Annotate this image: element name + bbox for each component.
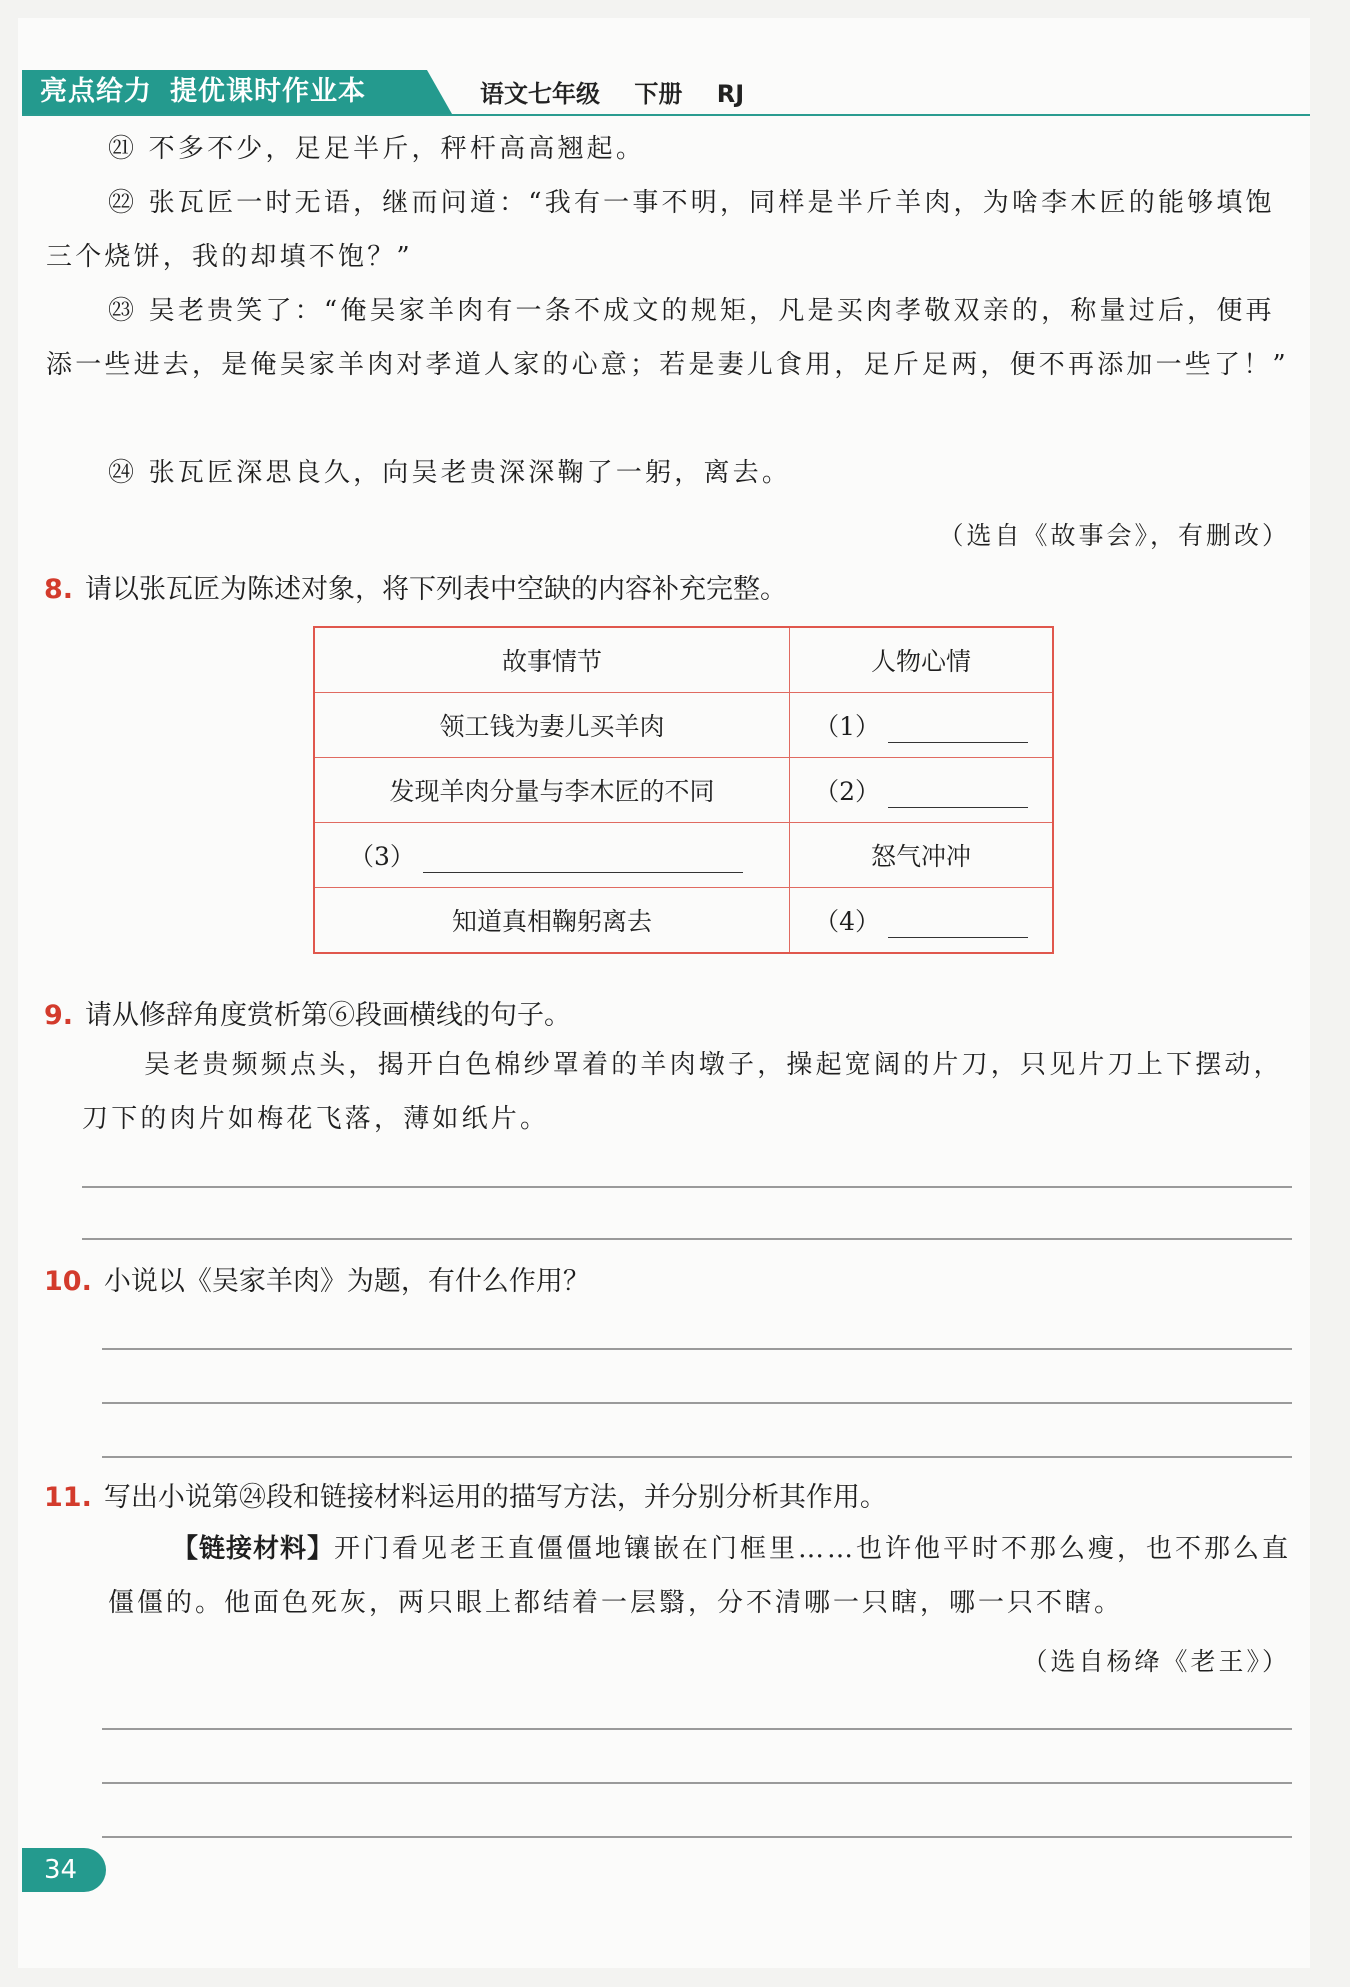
table-row — [314, 823, 1053, 888]
answer-blank[interactable] — [888, 907, 1028, 938]
blank-label: （1） — [814, 712, 880, 741]
cell-mood: 怒气冲冲 — [790, 823, 1054, 888]
subject-label: 语文七年级 — [480, 80, 600, 108]
answer-line[interactable] — [102, 1348, 1292, 1350]
question-text: 写出小说第㉔段和链接材料运用的描写方法，并分别分析其作用。 — [103, 1482, 887, 1513]
series-title-part1: 亮点给力 — [40, 76, 152, 107]
question-number: 10. — [44, 1266, 92, 1297]
answer-line[interactable] — [82, 1238, 1292, 1240]
header-plot: 故事情节 — [314, 627, 790, 693]
cell-mood-blank[interactable] — [790, 758, 1054, 823]
cell-plot: 发现羊肉分量与李木匠的不同 — [314, 758, 790, 823]
question-text: 请从修辞角度赏析第⑥段画横线的句子。 — [85, 1000, 572, 1031]
workbook-page — [18, 18, 1310, 1968]
passage-source: （选自《故事会》，有删改） — [938, 521, 1290, 550]
material-source: （选自杨绛《老王》） — [1022, 1647, 1290, 1676]
plot-mood-table — [313, 626, 1054, 954]
paragraph-22: ㉒ 张瓦匠一时无语，继而问道：“我有一事不明，同样是半斤羊肉，为啥李木匠的能够填饱三个烧饼，我的却填不饱？” — [46, 188, 1275, 272]
answer-line[interactable] — [102, 1782, 1292, 1784]
series-title — [40, 72, 366, 112]
table-row — [314, 888, 1053, 954]
cell-plot-blank[interactable] — [314, 823, 790, 888]
question-9 — [44, 996, 571, 1036]
blank-label: （4） — [814, 907, 880, 936]
blank-label: （3） — [349, 842, 415, 871]
page-number: 34 — [22, 1848, 106, 1892]
question-10 — [44, 1262, 590, 1302]
header-divider — [22, 114, 1310, 116]
question-11 — [44, 1478, 887, 1518]
answer-line[interactable] — [102, 1456, 1292, 1458]
table-header-row — [314, 627, 1053, 693]
table-row — [314, 758, 1053, 823]
material-tag: 【链接材料】 — [172, 1534, 335, 1564]
material-text: 开门看见老王直僵僵地镶嵌在门框里……也许他平时不那么瘦，也不那么直僵僵的。他面色死灰，两只眼上都结着一层翳，分不清哪一只瞎，哪一只不瞎。 — [108, 1534, 1292, 1618]
header-mood: 人物心情 — [790, 627, 1054, 693]
cell-mood-blank[interactable] — [790, 693, 1054, 758]
answer-line[interactable] — [82, 1186, 1292, 1188]
question-number: 11. — [44, 1482, 92, 1513]
cell-plot: 知道真相鞠躬离去 — [314, 888, 790, 954]
question-text: 小说以《吴家羊肉》为题，有什么作用？ — [103, 1266, 590, 1297]
volume-label: 下册 — [634, 80, 683, 108]
answer-line[interactable] — [102, 1402, 1292, 1404]
quoted-sentence: 吴老贵频频点头，揭开白色棉纱罩着的羊肉墩子，操起宽阔的片刀，只见片刀上下摆动，刀下的肉片如梅花飞落，薄如纸片。 — [82, 1050, 1283, 1134]
question-8 — [44, 570, 787, 610]
cell-mood-blank[interactable] — [790, 888, 1054, 954]
question-number: 9. — [44, 1000, 74, 1031]
answer-line[interactable] — [102, 1836, 1292, 1838]
answer-blank[interactable] — [888, 712, 1028, 743]
paragraph-23: ㉓ 吴老贵笑了：“俺吴家羊肉有一条不成文的规矩，凡是买肉孝敬双亲的，称量过后，便再添一些进去，是俺吴家羊肉对孝道人家的心意；若是妻儿食用，足斤足两，便不再添加一些了！” — [46, 296, 1289, 380]
table-row — [314, 693, 1053, 758]
answer-blank[interactable] — [423, 842, 743, 873]
answer-blank[interactable] — [888, 777, 1028, 808]
edition-label: RJ — [716, 80, 745, 108]
paragraph-21: ㉑ 不多不少，足足半斤，秤杆高高翘起。 — [108, 134, 646, 164]
linked-material — [108, 1522, 1293, 1630]
paragraph-24: ㉔ 张瓦匠深思良久，向吴老贵深深鞠了一躬，离去。 — [108, 458, 792, 488]
question-text: 请以张瓦匠为陈述对象，将下列表中空缺的内容补充完整。 — [85, 574, 788, 605]
book-info — [480, 76, 770, 112]
series-title-part2: 提优课时作业本 — [170, 76, 366, 107]
question-number: 8. — [44, 574, 74, 605]
cell-plot: 领工钱为妻儿买羊肉 — [314, 693, 790, 758]
blank-label: （2） — [814, 777, 880, 806]
answer-line[interactable] — [102, 1728, 1292, 1730]
